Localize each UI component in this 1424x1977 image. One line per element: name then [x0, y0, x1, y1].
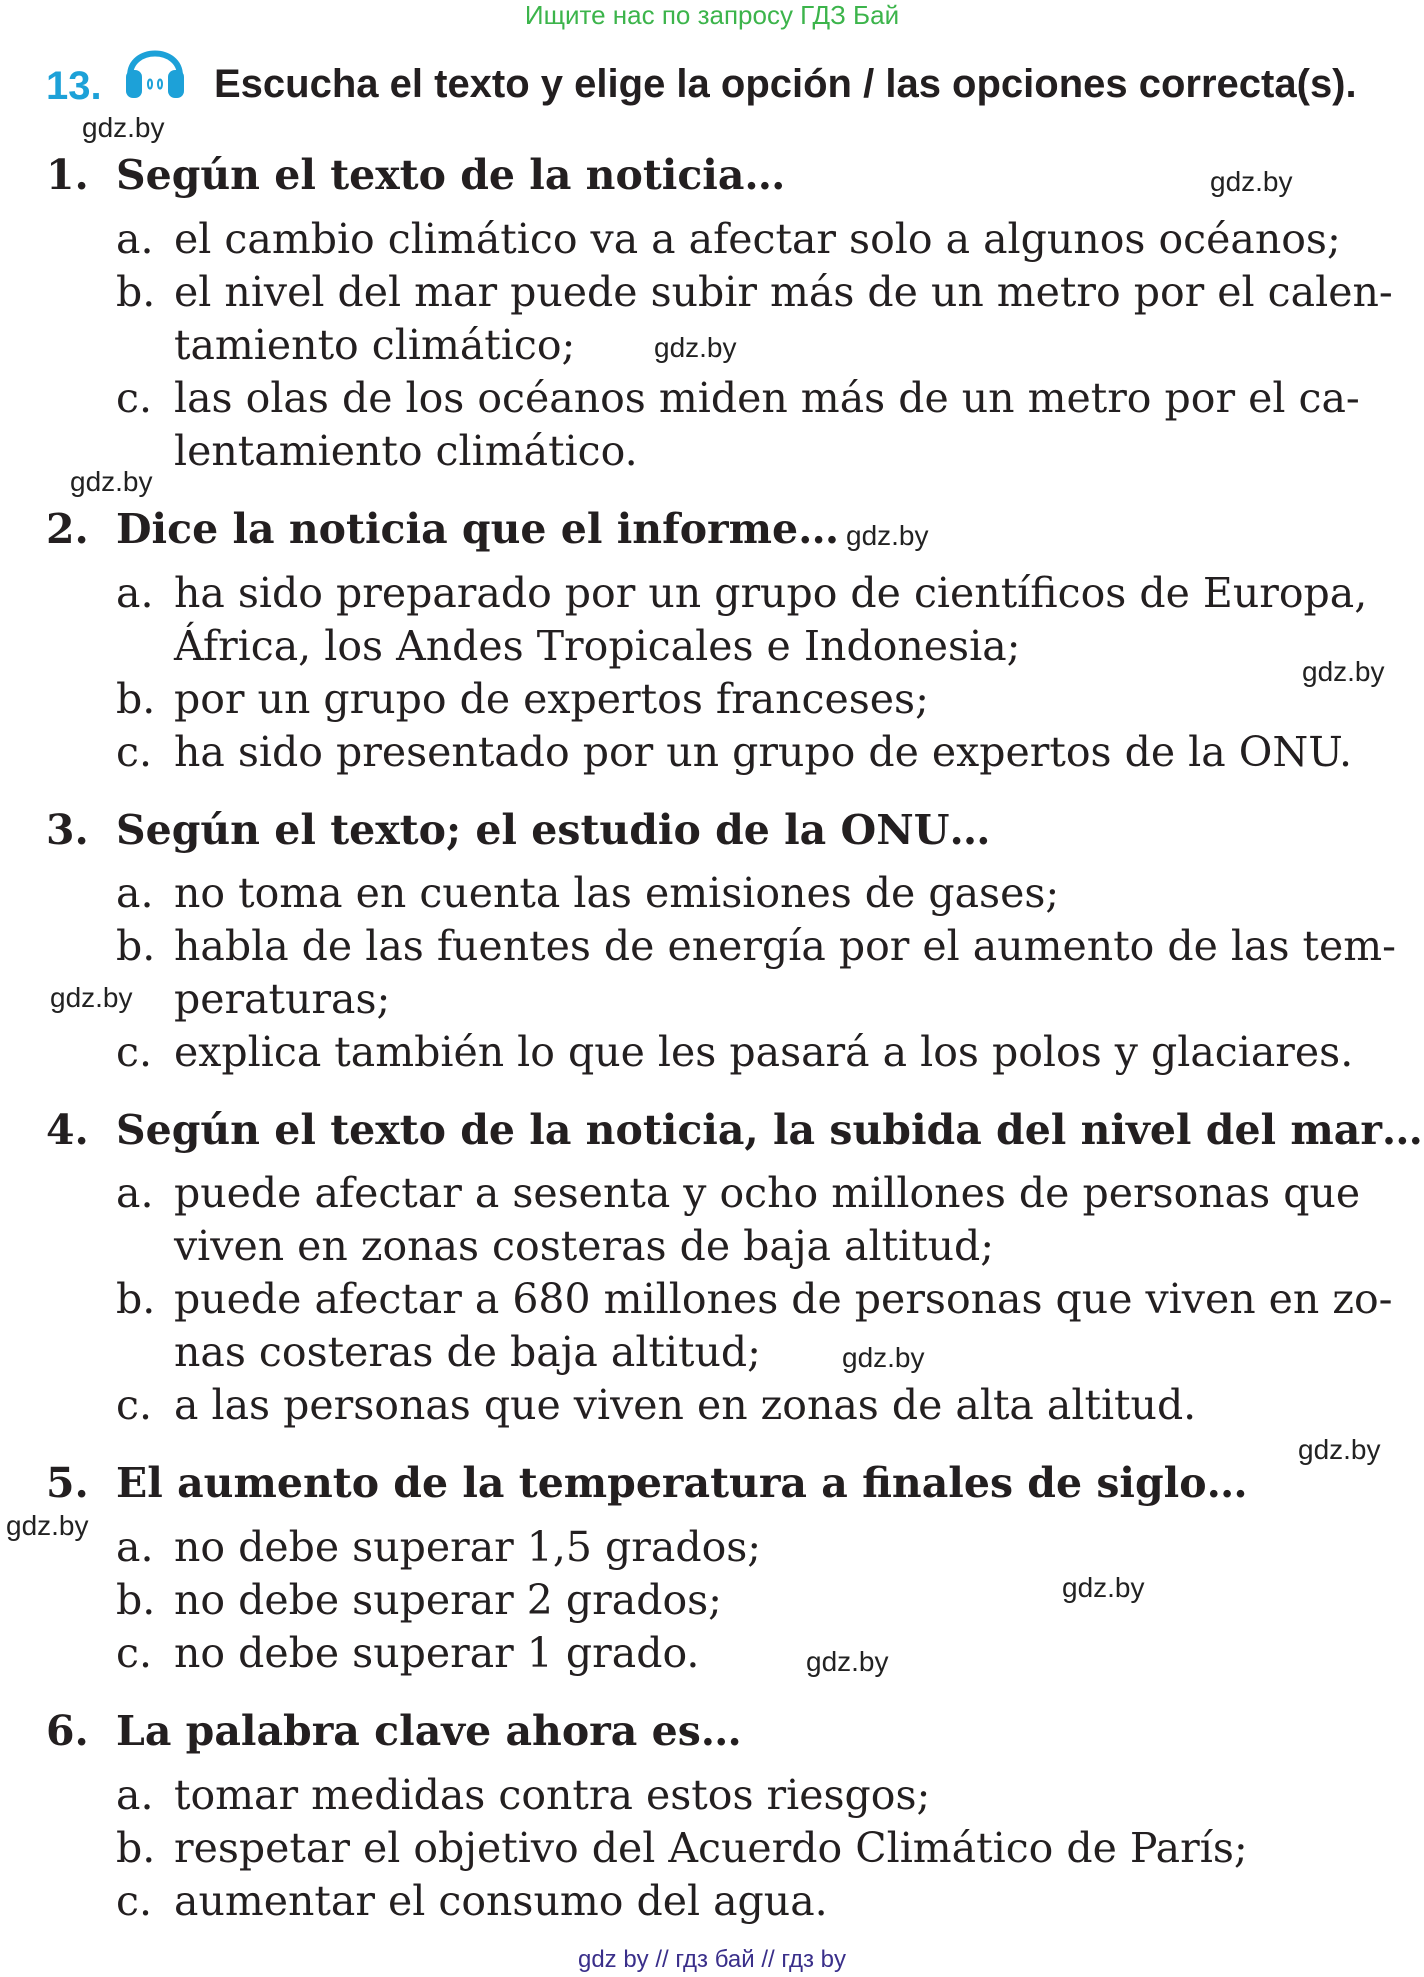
option-letter: c. — [116, 728, 152, 776]
option-text: aumentar el consumo del agua. — [174, 1877, 828, 1925]
watermark: gdz.by — [1298, 1434, 1381, 1465]
option-text: África, los Andes Tropicales e Indonesia; — [174, 622, 1021, 670]
option-text: el cambio climático va a afectar solo a algunos océanos; — [174, 215, 1341, 263]
option-letter: a. — [116, 869, 154, 917]
watermark: gdz.by — [82, 112, 165, 143]
question-title: Según el texto; el estudio de la ONU… — [116, 806, 991, 854]
option-text: lentamiento climático. — [174, 427, 638, 475]
watermark: gdz.by — [6, 1510, 89, 1541]
option-text: peraturas; — [174, 975, 391, 1023]
option-text: nas costeras de baja altitud; — [174, 1328, 761, 1376]
watermark: gdz.by — [846, 520, 929, 551]
question-title: El aumento de la temperatura a finales de siglo… — [116, 1459, 1248, 1507]
option-letter: b. — [116, 675, 156, 723]
headphones-icon — [122, 32, 188, 102]
option-text: ha sido presentado por un grupo de expertos de la ONU. — [174, 728, 1353, 776]
option-letter: b. — [116, 1576, 156, 1624]
question-title: Según el texto de la noticia, la subida del nivel del mar… — [116, 1106, 1423, 1154]
option-text: explica también lo que les pasará a los polos y glaciares. — [174, 1028, 1354, 1076]
option-text: puede afectar a 680 millones de personas que viven en zo- — [174, 1275, 1393, 1323]
option-text: viven en zonas costeras de baja altitud; — [174, 1222, 995, 1270]
option-letter: b. — [116, 268, 156, 316]
option-letter: b. — [116, 1275, 156, 1323]
option-letter: c. — [116, 1381, 152, 1429]
question-number: 6. — [46, 1707, 89, 1755]
footer-watermark: gdz by // гдз бай // гдз by — [577, 1946, 847, 1973]
option-letter: c. — [116, 1028, 152, 1076]
watermark: gdz.by — [50, 982, 133, 1013]
option-text: no debe superar 1,5 grados; — [174, 1523, 762, 1571]
exercise-number: 13. — [46, 64, 102, 108]
option-text: no debe superar 2 grados; — [174, 1576, 722, 1624]
watermark: gdz.by — [654, 332, 737, 363]
option-letter: a. — [116, 1169, 154, 1217]
option-text: ha sido preparado por un grupo de científicos de Europa, — [174, 569, 1368, 617]
question-number: 4. — [46, 1106, 89, 1154]
top-banner: Ищите нас по запросу ГДЗ Бай — [524, 0, 900, 30]
option-letter: a. — [116, 1523, 154, 1571]
question-title: La palabra clave ahora es… — [116, 1707, 742, 1755]
option-text: tomar medidas contra estos riesgos; — [174, 1771, 931, 1819]
option-text: respetar el objetivo del Acuerdo Climático de París; — [174, 1824, 1248, 1872]
option-text: a las personas que viven en zonas de alta altitud. — [174, 1381, 1197, 1429]
question-title: Dice la noticia que el informe… — [116, 505, 840, 553]
question-number: 2. — [46, 505, 89, 553]
question-number: 3. — [46, 806, 89, 854]
option-text: tamiento climático; — [174, 321, 576, 369]
option-text: puede afectar a sesenta y ocho millones de personas que — [174, 1169, 1361, 1217]
question-title: Según el texto de la noticia… — [116, 151, 786, 199]
question-number: 1. — [46, 151, 89, 199]
option-letter: c. — [116, 1629, 152, 1677]
option-letter: b. — [116, 1824, 156, 1872]
option-letter: c. — [116, 374, 152, 422]
watermark: gdz.by — [842, 1342, 925, 1373]
option-letter: b. — [116, 922, 156, 970]
question-number: 5. — [46, 1459, 89, 1507]
watermark: gdz.by — [1210, 166, 1293, 197]
option-text: por un grupo de expertos franceses; — [174, 675, 929, 723]
option-text: las olas de los océanos miden más de un metro por el ca- — [174, 374, 1360, 422]
exercise-instruction: Escucha el texto y elige la opción / las opciones correcta(s). — [214, 62, 1357, 106]
option-letter: a. — [116, 569, 154, 617]
option-letter: a. — [116, 1771, 154, 1819]
option-letter: a. — [116, 215, 154, 263]
watermark: gdz.by — [1062, 1572, 1145, 1603]
option-text: habla de las fuentes de energía por el aumento de las tem- — [174, 922, 1397, 970]
option-text: el nivel del mar puede subir más de un metro por el calen- — [174, 268, 1393, 316]
watermark: gdz.by — [70, 466, 153, 497]
option-text: no debe superar 1 grado. — [174, 1629, 700, 1677]
option-text: no toma en cuenta las emisiones de gases; — [174, 869, 1060, 917]
option-letter: c. — [116, 1877, 152, 1925]
watermark: gdz.by — [1302, 656, 1385, 687]
watermark: gdz.by — [806, 1646, 889, 1677]
